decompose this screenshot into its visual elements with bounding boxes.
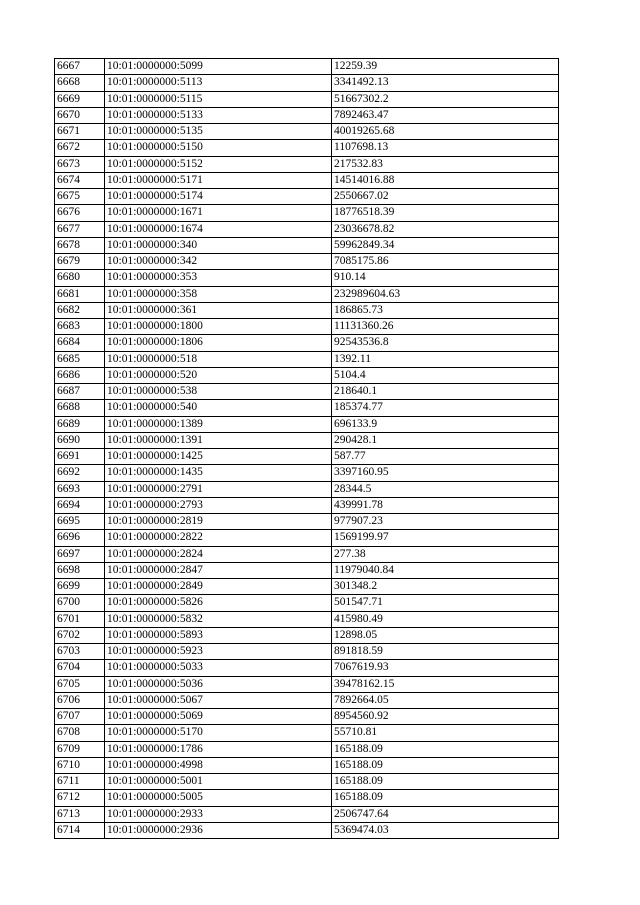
- table-row: [55, 140, 559, 156]
- cadastral-number-cell: 10:01:0000000:5171: [105, 172, 332, 188]
- row-number-cell: 6679: [55, 254, 105, 270]
- row-number-cell: 6712: [55, 790, 105, 806]
- row-number-cell: 6710: [55, 757, 105, 773]
- cadastral-number-cell: 10:01:0000000:5113: [105, 75, 332, 91]
- table-row: [55, 579, 559, 595]
- row-number-cell: 6694: [55, 497, 105, 513]
- table-row: [55, 351, 559, 367]
- cadastral-number-cell: 10:01:0000000:5832: [105, 611, 332, 627]
- cadastral-number-cell: 10:01:0000000:538: [105, 384, 332, 400]
- row-number-cell: 6699: [55, 579, 105, 595]
- row-number-cell: 6672: [55, 140, 105, 156]
- value-cell: 165188.09: [332, 757, 559, 773]
- table-row: [55, 644, 559, 660]
- row-number-cell: 6685: [55, 351, 105, 367]
- row-number-cell: 6697: [55, 546, 105, 562]
- table-row: [55, 660, 559, 676]
- row-number-cell: 6703: [55, 644, 105, 660]
- table-row: [55, 676, 559, 692]
- value-cell: 301348.2: [332, 579, 559, 595]
- value-cell: 696133.9: [332, 416, 559, 432]
- table-row: [55, 562, 559, 578]
- cadastral-number-cell: 10:01:0000000:5152: [105, 156, 332, 172]
- value-cell: 51667302.2: [332, 91, 559, 107]
- row-number-cell: 6683: [55, 319, 105, 335]
- value-cell: 185374.77: [332, 400, 559, 416]
- table-row: [55, 124, 559, 140]
- row-number-cell: 6684: [55, 335, 105, 351]
- cadastral-number-cell: 10:01:0000000:2791: [105, 481, 332, 497]
- table-body: [55, 59, 559, 839]
- table-row: [55, 107, 559, 123]
- value-cell: 232989604.63: [332, 286, 559, 302]
- cadastral-number-cell: 10:01:0000000:5150: [105, 140, 332, 156]
- table-row: [55, 449, 559, 465]
- value-cell: 439991.78: [332, 497, 559, 513]
- cadastral-number-cell: 10:01:0000000:4998: [105, 757, 332, 773]
- value-cell: 3397160.95: [332, 465, 559, 481]
- value-cell: 12259.39: [332, 59, 559, 75]
- cadastral-number-cell: 10:01:0000000:361: [105, 302, 332, 318]
- row-number-cell: 6682: [55, 302, 105, 318]
- value-cell: 14514016.88: [332, 172, 559, 188]
- table-row: [55, 709, 559, 725]
- cadastral-number-cell: 10:01:0000000:518: [105, 351, 332, 367]
- value-cell: 7067619.93: [332, 660, 559, 676]
- cadastral-number-cell: 10:01:0000000:5115: [105, 91, 332, 107]
- cadastral-number-cell: 10:01:0000000:2847: [105, 562, 332, 578]
- row-number-cell: 6691: [55, 449, 105, 465]
- row-number-cell: 6698: [55, 562, 105, 578]
- row-number-cell: 6700: [55, 595, 105, 611]
- value-cell: 18776518.39: [332, 205, 559, 221]
- value-cell: 5104.4: [332, 367, 559, 383]
- cadastral-number-cell: 10:01:0000000:2824: [105, 546, 332, 562]
- cadastral-number-cell: 10:01:0000000:2822: [105, 530, 332, 546]
- cadastral-number-cell: 10:01:0000000:5170: [105, 725, 332, 741]
- row-number-cell: 6671: [55, 124, 105, 140]
- row-number-cell: 6704: [55, 660, 105, 676]
- table-row: [55, 806, 559, 822]
- table-row: [55, 302, 559, 318]
- table-row: [55, 91, 559, 107]
- row-number-cell: 6709: [55, 741, 105, 757]
- table-row: [55, 172, 559, 188]
- value-cell: 1107698.13: [332, 140, 559, 156]
- cadastral-number-cell: 10:01:0000000:5135: [105, 124, 332, 140]
- value-cell: 218640.1: [332, 384, 559, 400]
- cadastral-number-cell: 10:01:0000000:5099: [105, 59, 332, 75]
- value-cell: 290428.1: [332, 432, 559, 448]
- cadastral-number-cell: 10:01:0000000:5133: [105, 107, 332, 123]
- value-cell: 5369474.03: [332, 822, 559, 838]
- value-cell: 3341492.13: [332, 75, 559, 91]
- table-row: [55, 205, 559, 221]
- table-row: [55, 367, 559, 383]
- cadastral-number-cell: 10:01:0000000:1391: [105, 432, 332, 448]
- row-number-cell: 6689: [55, 416, 105, 432]
- cadastral-number-cell: 10:01:0000000:5033: [105, 660, 332, 676]
- cadastral-number-cell: 10:01:0000000:5001: [105, 774, 332, 790]
- row-number-cell: 6692: [55, 465, 105, 481]
- row-number-cell: 6673: [55, 156, 105, 172]
- value-cell: 587.77: [332, 449, 559, 465]
- table-row: [55, 400, 559, 416]
- row-number-cell: 6688: [55, 400, 105, 416]
- row-number-cell: 6680: [55, 270, 105, 286]
- table-row: [55, 725, 559, 741]
- row-number-cell: 6708: [55, 725, 105, 741]
- table-row: [55, 481, 559, 497]
- row-number-cell: 6669: [55, 91, 105, 107]
- cadastral-number-cell: 10:01:0000000:1425: [105, 449, 332, 465]
- value-cell: 165188.09: [332, 774, 559, 790]
- value-cell: 415980.49: [332, 611, 559, 627]
- row-number-cell: 6677: [55, 221, 105, 237]
- row-number-cell: 6707: [55, 709, 105, 725]
- cadastral-number-cell: 10:01:0000000:2936: [105, 822, 332, 838]
- table-row: [55, 286, 559, 302]
- row-number-cell: 6681: [55, 286, 105, 302]
- cadastral-number-cell: 10:01:0000000:540: [105, 400, 332, 416]
- value-cell: 277.38: [332, 546, 559, 562]
- value-cell: 217532.83: [332, 156, 559, 172]
- value-cell: 55710.81: [332, 725, 559, 741]
- cadastral-number-cell: 10:01:0000000:1435: [105, 465, 332, 481]
- value-cell: 165188.09: [332, 790, 559, 806]
- cadastral-number-cell: 10:01:0000000:5036: [105, 676, 332, 692]
- row-number-cell: 6676: [55, 205, 105, 221]
- table-row: [55, 611, 559, 627]
- table-row: [55, 497, 559, 513]
- table-row: [55, 254, 559, 270]
- row-number-cell: 6705: [55, 676, 105, 692]
- table-row: [55, 156, 559, 172]
- table-row: [55, 384, 559, 400]
- row-number-cell: 6670: [55, 107, 105, 123]
- value-cell: 59962849.34: [332, 237, 559, 253]
- value-cell: 11131360.26: [332, 319, 559, 335]
- row-number-cell: 6714: [55, 822, 105, 838]
- table-row: [55, 237, 559, 253]
- table-row: [55, 530, 559, 546]
- table-row: [55, 270, 559, 286]
- value-cell: 12898.05: [332, 627, 559, 643]
- cadastral-number-cell: 10:01:0000000:1389: [105, 416, 332, 432]
- value-cell: 910.14: [332, 270, 559, 286]
- value-cell: 1392.11: [332, 351, 559, 367]
- data-table: [54, 58, 559, 839]
- cadastral-number-cell: 10:01:0000000:2793: [105, 497, 332, 513]
- row-number-cell: 6668: [55, 75, 105, 91]
- row-number-cell: 6678: [55, 237, 105, 253]
- value-cell: 2550667.02: [332, 189, 559, 205]
- row-number-cell: 6701: [55, 611, 105, 627]
- table-row: [55, 432, 559, 448]
- table-row: [55, 335, 559, 351]
- row-number-cell: 6711: [55, 774, 105, 790]
- row-number-cell: 6667: [55, 59, 105, 75]
- cadastral-number-cell: 10:01:0000000:342: [105, 254, 332, 270]
- cadastral-number-cell: 10:01:0000000:1800: [105, 319, 332, 335]
- table-row: [55, 774, 559, 790]
- table-row: [55, 692, 559, 708]
- row-number-cell: 6687: [55, 384, 105, 400]
- row-number-cell: 6686: [55, 367, 105, 383]
- row-number-cell: 6675: [55, 189, 105, 205]
- table-row: [55, 189, 559, 205]
- value-cell: 977907.23: [332, 514, 559, 530]
- cadastral-number-cell: 10:01:0000000:1806: [105, 335, 332, 351]
- value-cell: 11979040.84: [332, 562, 559, 578]
- row-number-cell: 6690: [55, 432, 105, 448]
- cadastral-number-cell: 10:01:0000000:1786: [105, 741, 332, 757]
- row-number-cell: 6702: [55, 627, 105, 643]
- value-cell: 7892664.05: [332, 692, 559, 708]
- cadastral-number-cell: 10:01:0000000:5826: [105, 595, 332, 611]
- cadastral-number-cell: 10:01:0000000:5069: [105, 709, 332, 725]
- row-number-cell: 6695: [55, 514, 105, 530]
- cadastral-number-cell: 10:01:0000000:2849: [105, 579, 332, 595]
- table-row: [55, 822, 559, 838]
- cadastral-number-cell: 10:01:0000000:5893: [105, 627, 332, 643]
- cadastral-number-cell: 10:01:0000000:1674: [105, 221, 332, 237]
- value-cell: 23036678.82: [332, 221, 559, 237]
- cadastral-number-cell: 10:01:0000000:5174: [105, 189, 332, 205]
- table-row: [55, 465, 559, 481]
- cadastral-number-cell: 10:01:0000000:5067: [105, 692, 332, 708]
- value-cell: 40019265.68: [332, 124, 559, 140]
- cadastral-number-cell: 10:01:0000000:2933: [105, 806, 332, 822]
- value-cell: 2506747.64: [332, 806, 559, 822]
- table-row: [55, 595, 559, 611]
- value-cell: 891818.59: [332, 644, 559, 660]
- value-cell: 1569199.97: [332, 530, 559, 546]
- cadastral-number-cell: 10:01:0000000:5923: [105, 644, 332, 660]
- value-cell: 186865.73: [332, 302, 559, 318]
- row-number-cell: 6693: [55, 481, 105, 497]
- table-row: [55, 790, 559, 806]
- cadastral-number-cell: 10:01:0000000:358: [105, 286, 332, 302]
- row-number-cell: 6706: [55, 692, 105, 708]
- cadastral-number-cell: 10:01:0000000:2819: [105, 514, 332, 530]
- table-row: [55, 59, 559, 75]
- value-cell: 8954560.92: [332, 709, 559, 725]
- value-cell: 28344.5: [332, 481, 559, 497]
- cadastral-number-cell: 10:01:0000000:520: [105, 367, 332, 383]
- cadastral-number-cell: 10:01:0000000:5005: [105, 790, 332, 806]
- value-cell: 7085175.86: [332, 254, 559, 270]
- table-row: [55, 546, 559, 562]
- row-number-cell: 6696: [55, 530, 105, 546]
- table-row: [55, 319, 559, 335]
- cadastral-number-cell: 10:01:0000000:353: [105, 270, 332, 286]
- value-cell: 39478162.15: [332, 676, 559, 692]
- table-row: [55, 627, 559, 643]
- value-cell: 7892463.47: [332, 107, 559, 123]
- value-cell: 92543536.8: [332, 335, 559, 351]
- row-number-cell: 6674: [55, 172, 105, 188]
- table-row: [55, 75, 559, 91]
- cadastral-number-cell: 10:01:0000000:1671: [105, 205, 332, 221]
- table-row: [55, 416, 559, 432]
- table-row: [55, 757, 559, 773]
- value-cell: 165188.09: [332, 741, 559, 757]
- cadastral-number-cell: 10:01:0000000:340: [105, 237, 332, 253]
- table-row: [55, 741, 559, 757]
- table-row: [55, 514, 559, 530]
- value-cell: 501547.71: [332, 595, 559, 611]
- row-number-cell: 6713: [55, 806, 105, 822]
- table-row: [55, 221, 559, 237]
